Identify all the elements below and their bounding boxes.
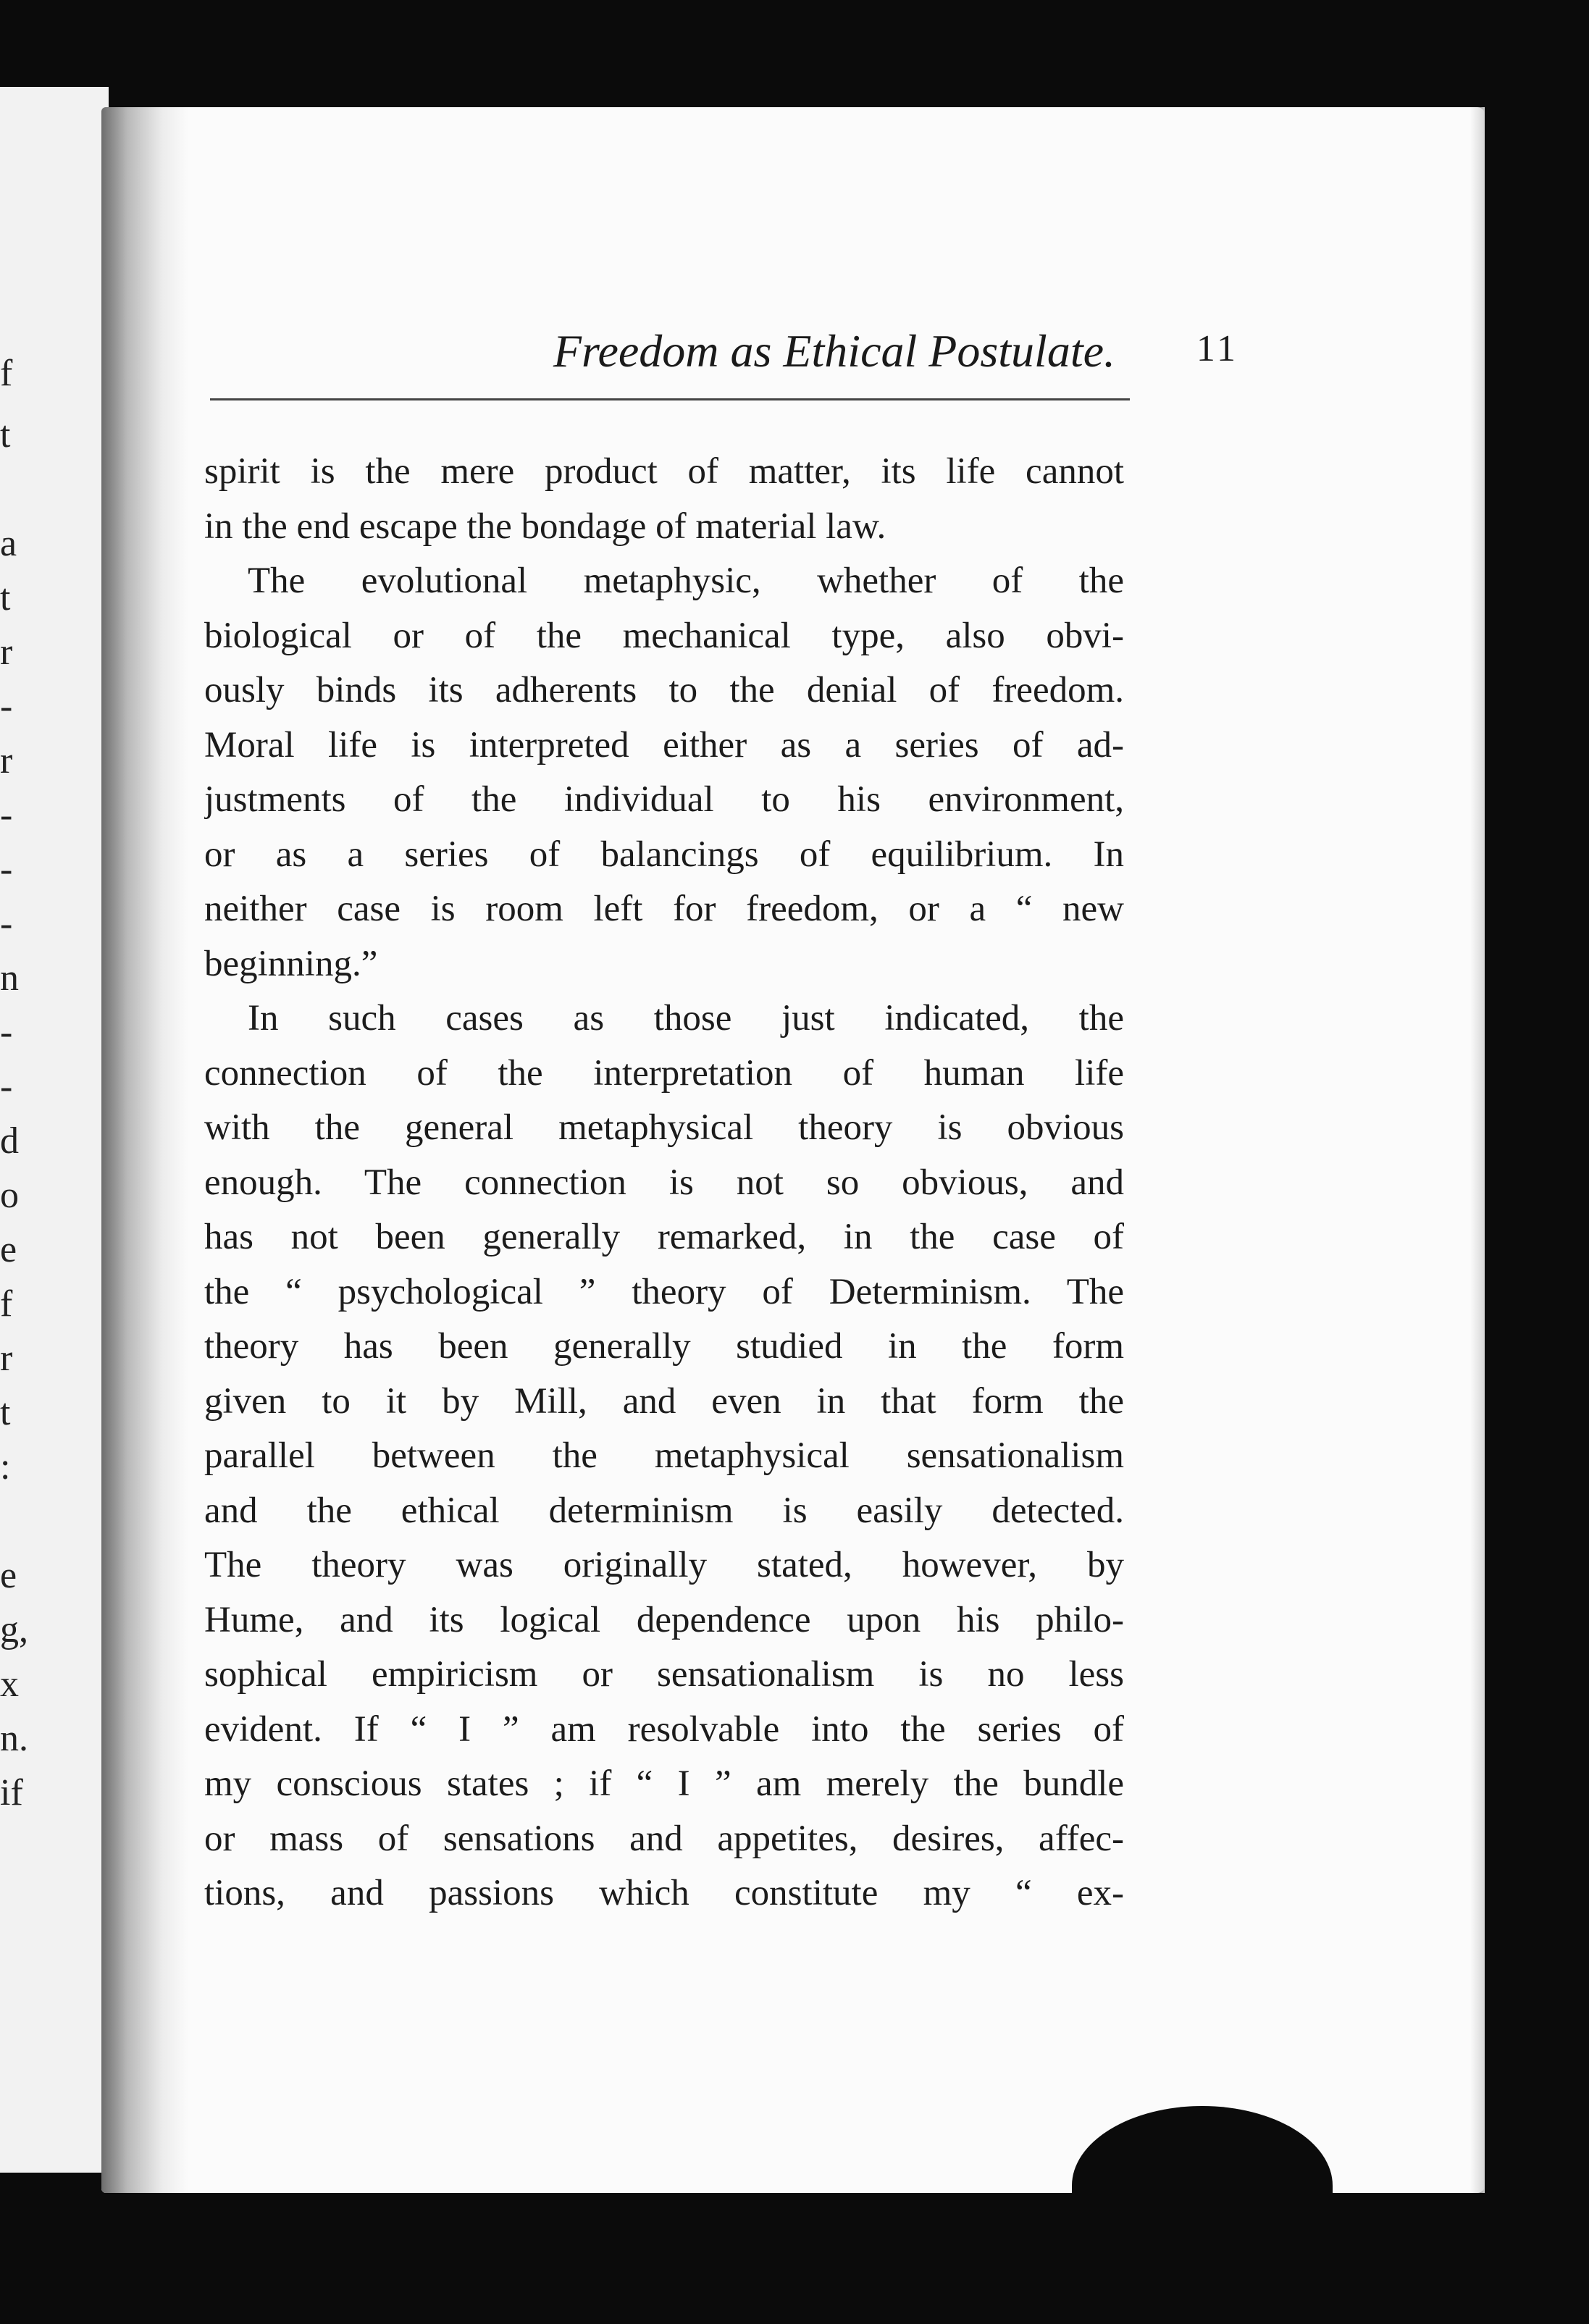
text-line: or mass of sensations and appetites, desires, affec-: [204, 1818, 1124, 1859]
text-line: Moral life is interpreted either as a series of ad-: [204, 724, 1124, 765]
facing-page-fragment: g,: [0, 1609, 28, 1650]
text-line: my conscious states ; if “ I ” am merely the bundle: [204, 1763, 1124, 1804]
facing-page-edge: [0, 87, 109, 2173]
text-line: spirit is the mere product of matter, its life cannot: [204, 451, 1124, 492]
facing-page-fragment: n: [0, 957, 19, 999]
facing-page-fragment: -: [0, 849, 13, 890]
facing-page-fragment: t: [0, 1392, 11, 1433]
body-text: [204, 445, 1124, 1921]
text-line: in the end escape the bondage of material law.: [204, 506, 886, 547]
facing-page-fragment: r: [0, 740, 13, 781]
facing-page-fragment: -: [0, 686, 13, 727]
text-line: or as a series of balancings of equilibrium. In: [204, 834, 1124, 875]
text-line: the “ psychological ” theory of Determinism. The: [204, 1271, 1124, 1312]
text-line: biological or of the mechanical type, also obvi-: [204, 615, 1124, 656]
text-line: enough. The connection is not so obvious, and: [204, 1162, 1124, 1203]
page-damage-notch: [1072, 2106, 1333, 2265]
text-line: with the general metaphysical theory is obvious: [204, 1107, 1124, 1148]
facing-page-fragment: -: [0, 794, 13, 836]
facing-page-fragment: t: [0, 577, 11, 618]
gutter-shadow: [101, 107, 188, 2193]
text-line: connection of the interpretation of human life: [204, 1052, 1124, 1094]
text-line: theory has been generally studied in the form: [204, 1326, 1124, 1367]
text-line: has not been generally remarked, in the case of: [204, 1217, 1124, 1257]
facing-page-fragment: n.: [0, 1718, 28, 1759]
facing-page-fragment: -: [0, 1012, 13, 1053]
facing-page-fragment: o: [0, 1175, 19, 1216]
text-line: The theory was originally stated, however, by: [204, 1545, 1124, 1585]
text-line: evident. If “ I ” am resolvable into the series of: [204, 1708, 1124, 1750]
facing-page-fragment: e: [0, 1229, 17, 1270]
page-header: [210, 324, 1238, 397]
facing-page-fragment: if: [0, 1772, 23, 1813]
text-line: Hume, and its logical dependence upon his philo-: [204, 1599, 1124, 1640]
facing-page-fragment: d: [0, 1120, 19, 1162]
page-edge-shade: [1470, 107, 1485, 2193]
facing-page-fragment: e: [0, 1555, 17, 1596]
facing-page-fragment: t: [0, 414, 11, 456]
facing-page-fragment: a: [0, 523, 17, 564]
text-line: neither case is room left for freedom, or a “ new: [204, 889, 1124, 929]
text-line: justments of the individual to his environment,: [204, 779, 1124, 820]
text-line: and the ethical determinism is easily detected.: [204, 1490, 1124, 1531]
page-number: 11: [1196, 328, 1238, 369]
facing-page-fragment: -: [0, 903, 13, 944]
facing-page-fragment: r: [0, 632, 13, 673]
text-line: The evolutional metaphysic, whether of the: [248, 561, 1124, 601]
facing-page-fragment: -: [0, 1066, 13, 1107]
facing-page-fragment: x: [0, 1664, 19, 1705]
text-line: beginning.”: [204, 943, 378, 984]
text-line: sophical empiricism or sensationalism is no less: [204, 1654, 1124, 1695]
header-rule: [210, 398, 1130, 400]
text-line: given to it by Mill, and even in that form the: [204, 1380, 1124, 1422]
facing-page-fragment: r: [0, 1338, 13, 1379]
text-line: tions, and passions which constitute my “ ex-: [204, 1873, 1124, 1913]
facing-page-fragment: :: [0, 1446, 11, 1488]
facing-page-fragment: f: [0, 1283, 13, 1325]
book-page: [101, 107, 1485, 2193]
text-line: In such cases as those just indicated, the: [248, 998, 1124, 1039]
facing-page-fragment: f: [0, 353, 13, 394]
text-line: parallel between the metaphysical sensationalism: [204, 1435, 1124, 1476]
text-line: ously binds its adherents to the denial of freedom.: [204, 670, 1124, 710]
running-head: Freedom as Ethical Postulate.: [553, 325, 1115, 377]
